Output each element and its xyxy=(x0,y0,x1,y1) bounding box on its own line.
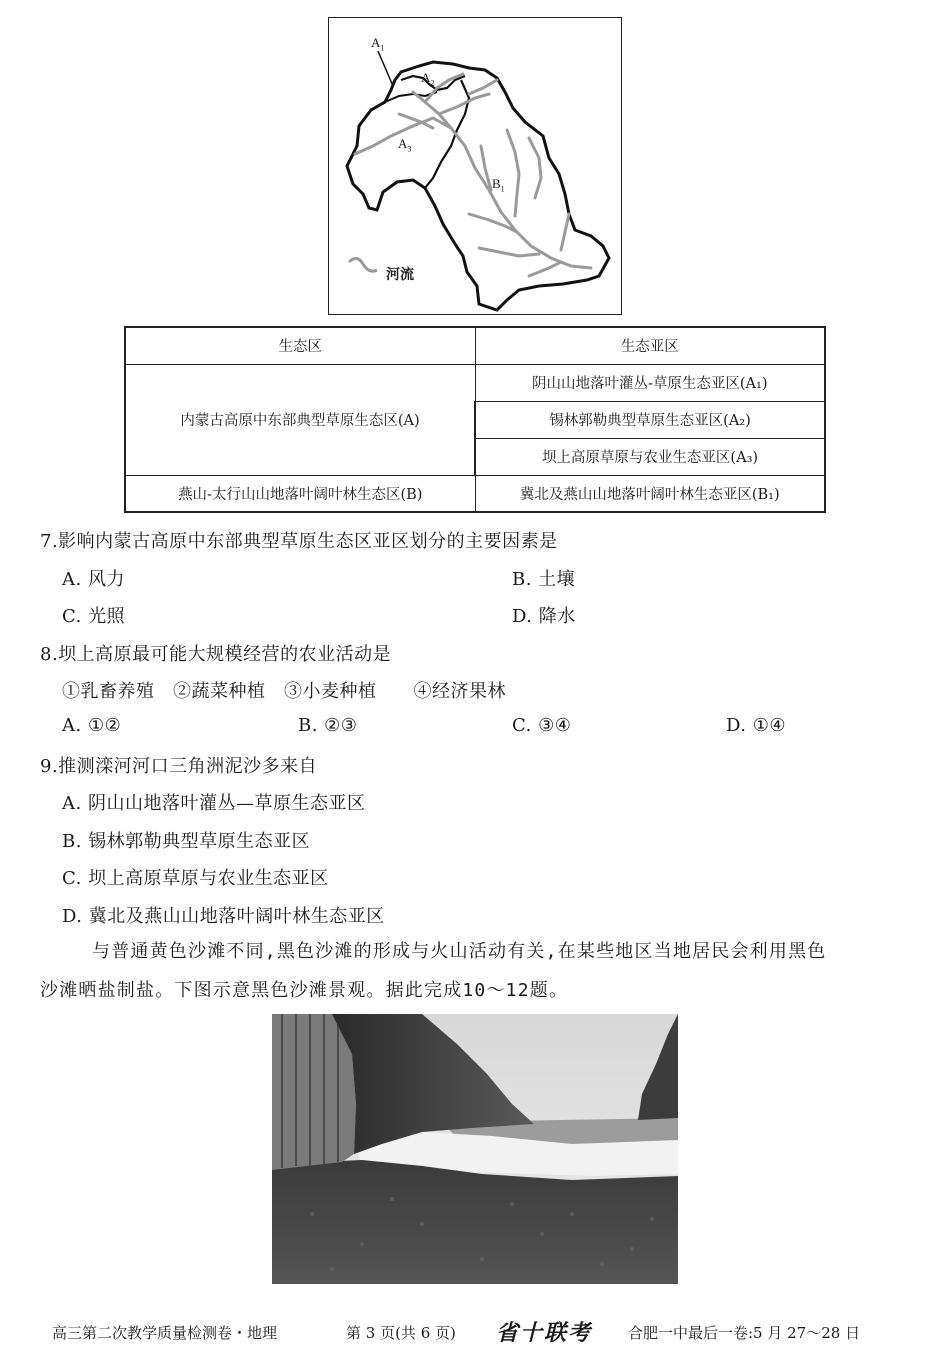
footer-brand: 省十联考 xyxy=(496,1320,593,1346)
table-cell-sub-a1: 阴山山地落叶灌丛-草原生态亚区(A₁) xyxy=(475,364,825,401)
label-a3-text: $A_3$ xyxy=(398,136,412,154)
question-7-option-a[interactable]: A. 风力 xyxy=(62,569,125,590)
question-9-stem: 9.推测滦河河口三角洲泥沙多来自 xyxy=(40,756,318,777)
question-8-option-b[interactable]: B. ②③ xyxy=(298,715,358,736)
question-8-choices: ①乳畜养殖 ②蔬菜种植 ③小麦种植 ④经济果林 xyxy=(62,681,506,702)
question-9-option-b[interactable]: B. 锡林郭勒典型草原生态亚区 xyxy=(62,831,311,852)
label-a1 xyxy=(371,35,384,53)
passage-intro xyxy=(40,932,920,1010)
eco-region-table xyxy=(124,326,826,513)
label-a1-text: $A_1$ xyxy=(371,35,385,53)
question-9-option-c[interactable]: C. 坝上高原草原与农业生态亚区 xyxy=(62,868,329,889)
label-b1-text: $B_1$ xyxy=(492,176,505,194)
beach-photo-drawing xyxy=(272,1014,678,1284)
question-7-option-c[interactable]: C. 光照 xyxy=(62,606,126,627)
table-cell-zone-a: 内蒙古高原中东部典型草原生态区(A) xyxy=(125,364,475,475)
footer-page-number: 第 3 页(共 6 页) xyxy=(346,1324,456,1342)
question-8-option-d[interactable]: D. ①④ xyxy=(726,715,787,736)
passage-line-2: 沙滩晒盐制盐。下图示意黑色沙滩景观。据此完成10～12题。 xyxy=(40,980,569,1001)
table-cell-sub-b1: 冀北及燕山山地落叶阔叶林生态亚区(B₁) xyxy=(475,475,825,512)
question-8-option-a[interactable]: A. ①② xyxy=(62,715,122,736)
label-b1 xyxy=(492,176,505,194)
question-9-option-d[interactable]: D. 冀北及燕山山地落叶阔叶林生态亚区 xyxy=(62,906,385,927)
page-footer xyxy=(0,1316,950,1346)
table-header-zone: 生态区 xyxy=(125,327,475,364)
footer-exam-title: 高三第二次教学质量检测卷・地理 xyxy=(52,1324,278,1342)
question-7-option-d[interactable]: D. 降水 xyxy=(512,606,576,627)
table-row xyxy=(125,475,825,512)
question-8-stem: 8.坝上高原最可能大规模经营的农业活动是 xyxy=(40,644,392,665)
label-a3 xyxy=(398,136,411,154)
river-legend-icon xyxy=(349,258,377,271)
watershed-map-drawing xyxy=(329,18,623,316)
black-sand-beach-photo xyxy=(272,1014,678,1284)
passage-line-1: 与普通黄色沙滩不同,黑色沙滩的形成与火山活动有关,在某些地区当地居民会利用黑色 xyxy=(92,941,827,962)
footer-school-date: 合肥一中最后一卷:5 月 27～28 日 xyxy=(628,1324,861,1342)
question-8-option-c[interactable]: C. ③④ xyxy=(512,715,572,736)
table-cell-sub-a2: 锡林郭勒典型草原生态亚区(A₂) xyxy=(475,401,825,438)
table-cell-sub-a3: 坝上高原草原与农业生态亚区(A₃) xyxy=(475,438,825,475)
table-cell-zone-b: 燕山-太行山山地落叶阔叶林生态区(B) xyxy=(125,475,475,512)
label-a2 xyxy=(421,70,434,88)
table-row xyxy=(125,364,825,401)
question-7-option-b[interactable]: B. 土壤 xyxy=(512,569,576,590)
table-header-subzone: 生态亚区 xyxy=(475,327,825,364)
legend-river-label: 河流 xyxy=(386,267,414,283)
label-a2-text: $A_2$ xyxy=(421,70,435,88)
question-9-option-a[interactable]: A. 阴山山地落叶灌丛—草原生态亚区 xyxy=(62,793,366,814)
table-header-row xyxy=(125,327,825,364)
question-7-stem: 7.影响内蒙古高原中东部典型草原生态区亚区划分的主要因素是 xyxy=(40,531,558,552)
watershed-map xyxy=(328,17,622,315)
